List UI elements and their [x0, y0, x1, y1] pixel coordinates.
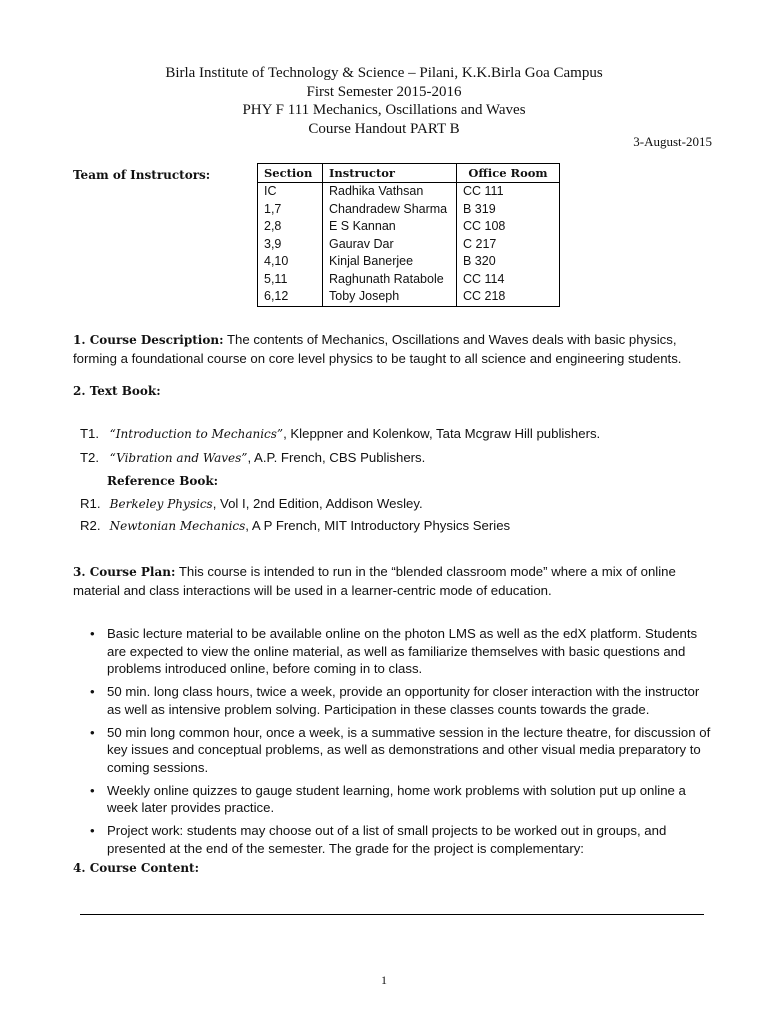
instructor-cell: E S Kannan — [323, 218, 457, 236]
reference-item — [80, 518, 510, 533]
table-row — [258, 236, 560, 254]
table-row — [258, 271, 560, 289]
section-title: 2. Text Book: — [73, 384, 161, 398]
table-row — [258, 201, 560, 219]
textbook-title: “Introduction to Mechanics” — [109, 427, 284, 441]
office-cell: B 319 — [463, 201, 496, 216]
section-cell: 2,8 — [258, 218, 323, 236]
office-cell: CC 108 — [463, 219, 506, 233]
textbook-heading — [73, 382, 713, 401]
list-item — [88, 683, 716, 718]
semester: First Semester 2015-2016 — [306, 83, 462, 100]
instructor-cell: Chandradew Sharma — [323, 201, 457, 219]
document-header — [0, 64, 768, 138]
list-item-text: Weekly online quizzes to gauge student learning, home work problems with solution put up online a week later provides practice. — [107, 782, 686, 815]
reference-details: , A P French, MIT Introductory Physics Series — [245, 518, 511, 533]
bullet-icon: • — [90, 782, 95, 798]
column-header: Instructor — [323, 164, 457, 183]
section-text: This course is intended to run in the “blended classroom mode” where a mix of online material and class interactions will be used in a learner-centric mode of education. — [73, 564, 676, 598]
instructors-table — [257, 163, 560, 307]
handout-date: 3-August-2015 — [633, 134, 712, 149]
bullet-icon: • — [90, 684, 95, 699]
column-header: Section — [258, 164, 323, 183]
section-title: 4. Course Content: — [73, 861, 200, 875]
table-row — [258, 218, 560, 236]
institute-name: Birla Institute of Technology & Science – Pilani, K.K.Birla Goa Campus — [165, 65, 603, 81]
section-cell: IC — [258, 183, 323, 201]
reference-book-heading: Reference Book: — [107, 474, 219, 488]
textbook-details: , A.P. French, CBS Publishers. — [247, 450, 426, 465]
section-text: The contents of Mechanics, Oscillations and Waves deals with basic physics, forming a foundational course on core level physics to be taught to all science and engineering students. — [73, 332, 682, 366]
table-row — [258, 288, 560, 306]
textbook-details: , Kleppner and Kolenkow, Tata Mcgraw Hill publishers. — [283, 426, 601, 441]
reference-item — [80, 496, 423, 511]
column-header: Office Room — [457, 164, 560, 183]
course-description — [73, 331, 713, 367]
office-cell: CC 111 — [463, 184, 504, 198]
office-cell: CC 114 — [463, 271, 505, 286]
textbook-tag: T2. — [80, 450, 100, 465]
course-plan-list — [88, 625, 716, 863]
bullet-icon: • — [90, 823, 95, 838]
team-label: Team of Instructors: — [73, 168, 211, 182]
reference-tag: R2. — [80, 518, 101, 533]
section-cell: 6,12 — [258, 288, 323, 306]
course-content-heading — [73, 859, 713, 878]
reference-title: Newtonian Mechanics — [109, 519, 246, 533]
horizontal-rule — [80, 914, 704, 915]
instructor-cell: Kinjal Banerjee — [323, 253, 457, 271]
handout-title: Course Handout PART B — [308, 120, 460, 137]
instructor-cell: Gaurav Dar — [323, 236, 457, 254]
section-cell: 5,11 — [258, 271, 323, 289]
table-row — [258, 183, 560, 201]
textbook-item — [80, 426, 600, 441]
table-header-row — [258, 164, 560, 183]
list-item-text: Project work: students may choose out of a list of small projects to be worked out in groups, and presented at the end of the semester. The grade for the project is complementary: — [107, 823, 667, 856]
textbook-tag: T1. — [80, 426, 100, 441]
course-title: PHY F 111 Mechanics, Oscillations and Waves — [242, 102, 526, 118]
office-cell: CC 218 — [463, 289, 506, 303]
reference-details: , Vol I, 2nd Edition, Addison Wesley. — [212, 496, 423, 511]
textbook-item — [80, 450, 425, 465]
section-cell: 4,10 — [258, 253, 323, 271]
bullet-icon: • — [90, 724, 95, 740]
reference-title: Berkeley Physics — [109, 497, 213, 511]
bullet-icon: • — [90, 626, 95, 641]
list-item — [88, 822, 716, 857]
page-number: 1 — [381, 973, 387, 987]
section-cell: 3,9 — [258, 236, 323, 254]
instructor-cell: Toby Joseph — [323, 288, 457, 306]
list-item — [88, 782, 716, 817]
instructor-cell: Raghunath Ratabole — [323, 271, 457, 289]
list-item — [88, 724, 716, 777]
list-item — [88, 625, 716, 678]
table-row — [258, 253, 560, 271]
instructor-cell: Radhika Vathsan — [323, 183, 457, 201]
section-title: 3. Course Plan: — [73, 565, 176, 579]
list-item-text: 50 min long common hour, once a week, is a summative session in the lecture theatre, for discussion of key issues and conceptual problems, as well as demonstrations and other visual media preparatory to coming sessions. — [107, 724, 711, 775]
list-item-text: 50 min. long class hours, twice a week, provide an opportunity for closer interaction with the instructor as well as intensive problem solving. Participation in these classes counts towards the grade. — [107, 684, 700, 717]
list-item-text: Basic lecture material to be available online on the photon LMS as well as the edX platform. Students are expected to view the online material, as well as familiarize themselves with basic questions and problems introduced online, before coming in to class. — [107, 626, 698, 676]
section-title: 1. Course Description: — [73, 333, 224, 347]
office-cell: C 217 — [463, 236, 497, 251]
office-cell: B 320 — [463, 254, 496, 268]
reference-tag: R1. — [80, 496, 101, 511]
section-cell: 1,7 — [258, 201, 323, 219]
textbook-title: “Vibration and Waves” — [109, 451, 248, 465]
course-plan — [73, 563, 713, 599]
